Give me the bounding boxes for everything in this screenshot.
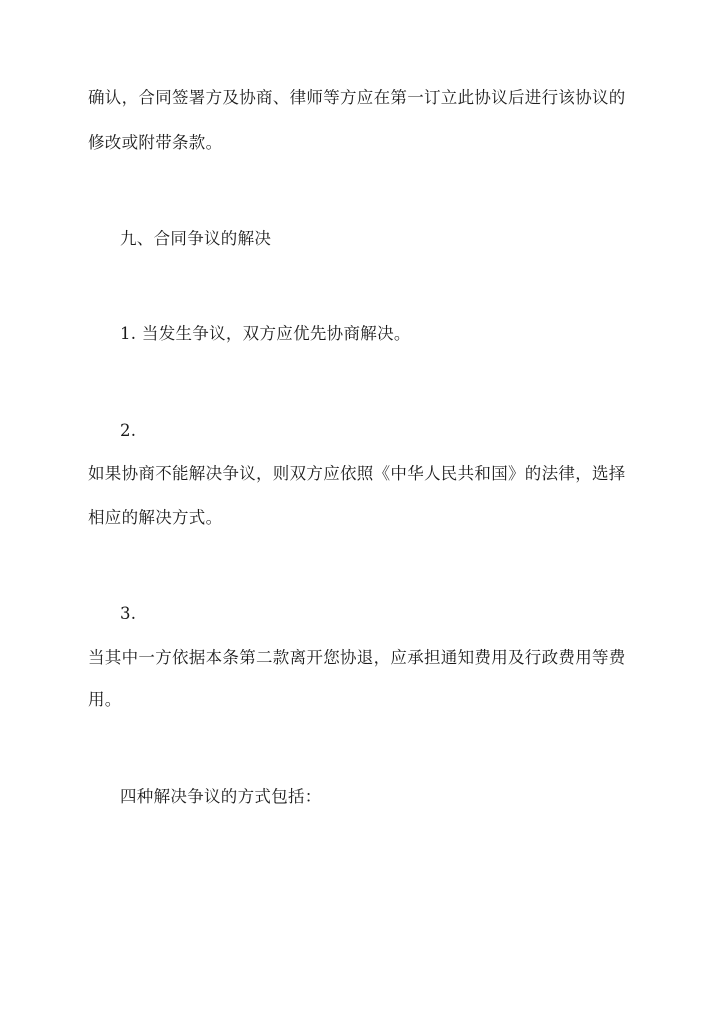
item-1: 1. 当发生争议，双方应优先协商解决。 — [120, 324, 411, 343]
section-heading: 九、合同争议的解决 — [120, 229, 272, 248]
item-2-line-2: 相应的解决方式。 — [88, 508, 223, 527]
continuation-line-1: 确认，合同签署方及协商、律师等方应在第一订立此协议后进行该协议的 — [88, 88, 626, 107]
continuation-line-2: 修改或附带条款。 — [88, 133, 223, 152]
closing-line: 四种解决争议的方式包括： — [120, 787, 322, 806]
item-3-number: 3. — [120, 604, 137, 623]
item-3-line-2: 用。 — [88, 690, 122, 709]
item-2-line-1: 如果协商不能解决争议，则双方应依照《中华人民共和国》的法律，选择 — [88, 464, 626, 483]
item-3-line-1: 当其中一方依据本条第二款离开您协退，应承担通知费用及行政费用等费 — [88, 648, 626, 667]
item-2-number: 2. — [120, 421, 137, 440]
